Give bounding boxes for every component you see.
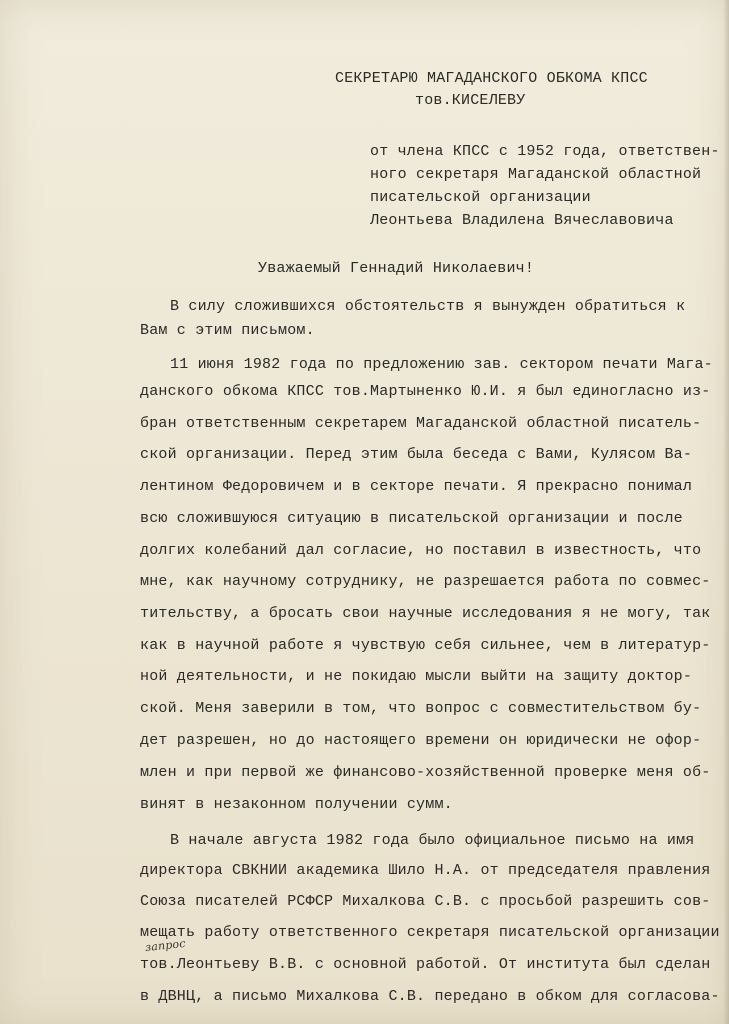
body-line: ной деятельности, и не покидаю мысли выйти на защиту доктор- [140,668,693,685]
body-line: млен и при первой же финансово-хозяйственной проверке меня об- [140,764,711,781]
body-line: мещать работу ответственного секретаря писательской организации [140,924,720,941]
body-line: ской. Меня заверили в том, что вопрос с совместительством бу- [140,700,702,717]
body-line: всю сложившуюся ситуацию в писательской организации и после [140,510,683,527]
body-line: данского обкома КПСС тов.Мартыненко Ю.И. я был единогласно из- [140,383,711,400]
body-line: мне, как научному сотруднику, не разрешается работа по совмес- [140,573,711,590]
body-line: долгих колебаний дал согласие, но поставил в известность, что [140,542,702,559]
body-line: Вам с этим письмом. [140,322,315,339]
body-line: бран ответственным секретарем Магаданской областной писатель- [140,415,702,432]
body-line: лентином Федоровичем и в секторе печати. Я прекрасно понимал [140,478,693,495]
body-line: Союза писателей РСФСР Михалкова С.В. с просьбой разрешить сов- [140,893,711,910]
sender-line-1: от члена КПСС с 1952 года, ответствен- [370,143,720,160]
body-line: ской организации. Перед этим была беседа с Вами, Кулясом Ва- [140,446,693,463]
sender-line-3: писательской организации [370,189,591,206]
body-line: винят в незаконном получении сумм. [140,796,453,813]
body-line: 11 июня 1982 года по предложению зав. сектором печати Мага- [170,356,713,373]
body-line: тительству, а бросать свои научные исследования я не могу, так [140,605,711,622]
paper-edge [723,0,729,1024]
body-line: В силу сложившихся обстоятельств я вынужден обратиться к [170,298,686,315]
addressee-line-2: тов.КИСЕЛЕВУ [415,92,526,109]
body-line: тов.Леонтьеву В.В. с основной работой. От института был сделан [140,956,711,973]
addressee-line-1: СЕКРЕТАРЮ МАГАДАНСКОГО ОБКОМА КПСС [335,70,648,87]
body-line: дет разрешен, но до настоящего времени он юридически не офор- [140,732,702,749]
sender-line-2: ного секретаря Магаданской областной [370,166,702,183]
greeting: Уважаемый Геннадий Николаевич! [258,260,535,277]
sender-line-4: Леонтьева Владилена Вячеславовича [370,212,674,229]
body-line: как в научной работе я чувствую себя сильнее, чем в литератур- [140,637,711,654]
body-line: директора СВКНИИ академика Шило Н.А. от председателя правления [140,862,711,879]
body-line: В начале августа 1982 года было официальное письмо на имя [170,832,695,849]
body-line: в ДВНЦ, а письмо Михалкова С.В. передано в обком для согласова- [140,988,720,1005]
handwritten-annotation: запрос [144,936,187,955]
